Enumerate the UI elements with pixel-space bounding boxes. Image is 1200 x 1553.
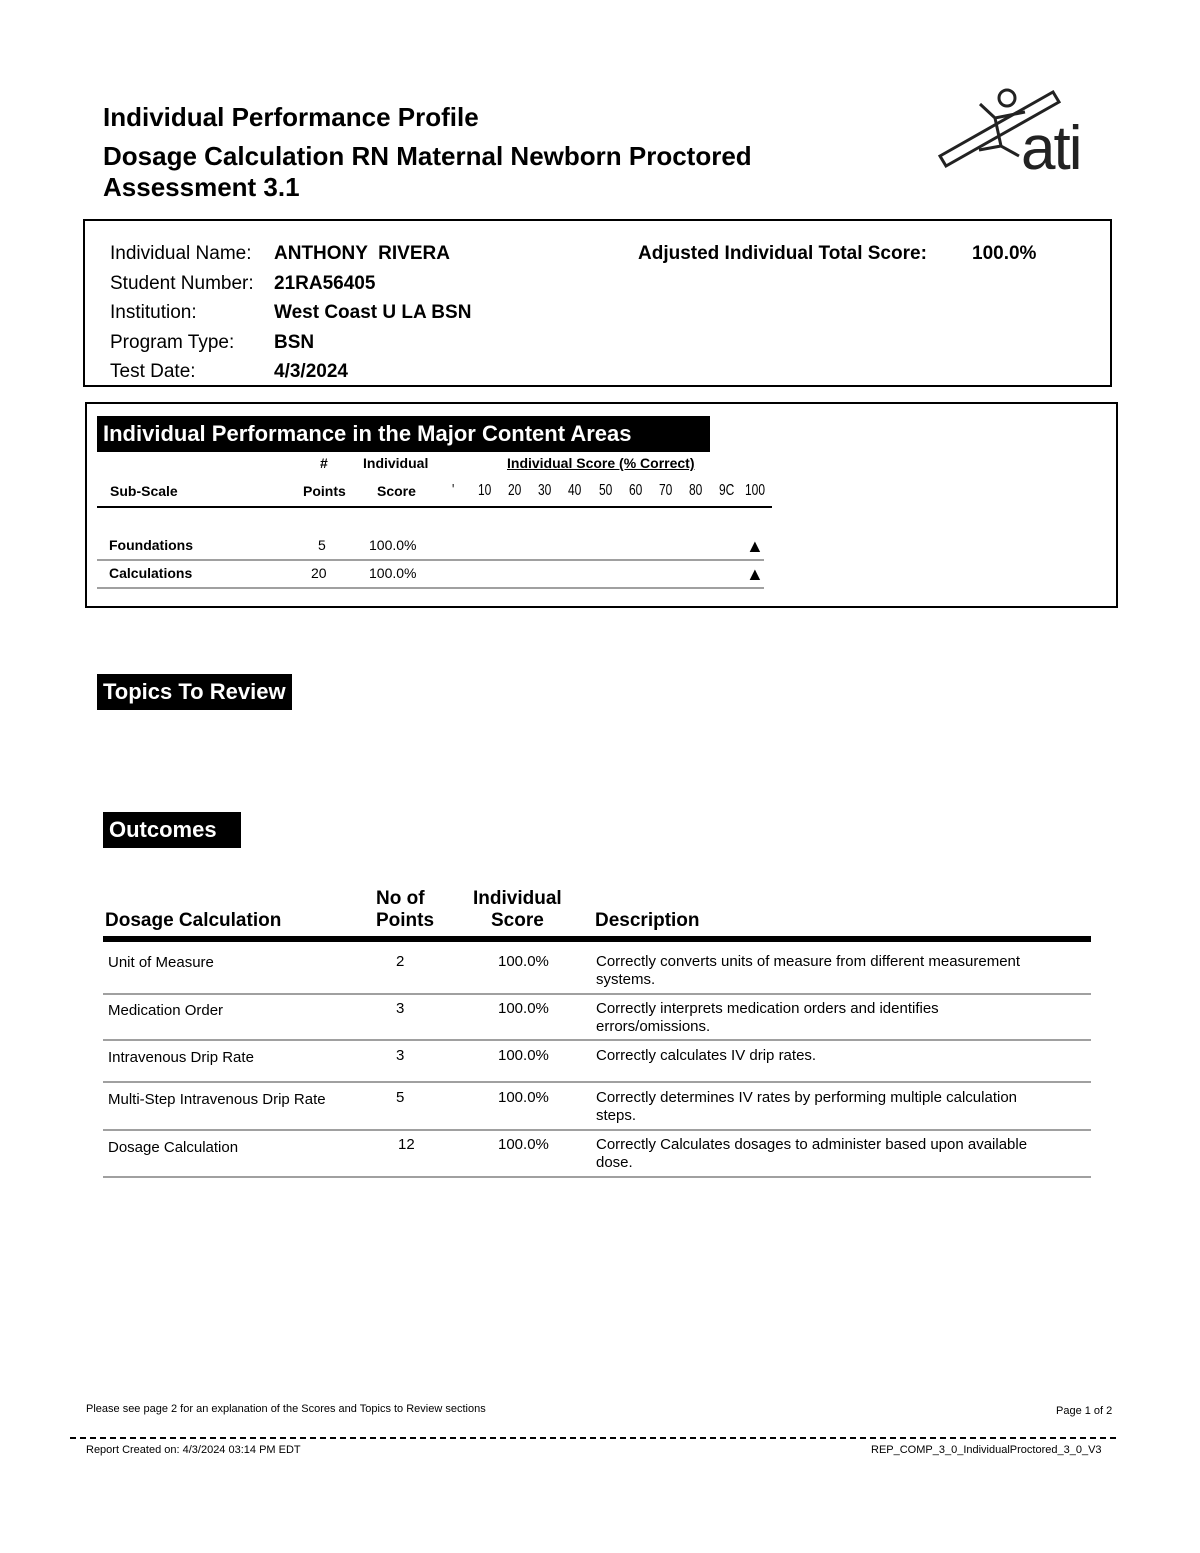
outcomes-header-rule (103, 936, 1091, 942)
footer-note: Please see page 2 for an explanation of the Scores and Topics to Review sections (86, 1403, 486, 1415)
individual-name-value: ANTHONY RIVERA (274, 243, 450, 264)
outcome-row-4-desc-line1: Correctly determines IV rates by performing multiple calculation (596, 1089, 1018, 1106)
outcome-row-5-score: 100.0% (498, 1136, 549, 1153)
topics-to-review-banner: Topics To Review (97, 674, 292, 710)
content-header-rule (97, 506, 772, 508)
outcome-row-1-desc-line1: Correctly converts units of measure from different measurement (596, 953, 1021, 970)
outcome-row-3-divider (103, 1081, 1091, 1083)
outcome-row-2-desc-line1: Correctly interprets medication orders and identifies (596, 1000, 939, 1017)
individual-name-label: Individual Name: (110, 243, 252, 264)
footer-report-created: Report Created on: 4/3/2024 03:14 PM EDT (86, 1444, 301, 1456)
outcome-row-1-score: 100.0% (498, 953, 549, 970)
outcomes-col-description: Description (595, 910, 700, 931)
calculations-row-divider (97, 587, 764, 589)
tick-label-50: 50 (598, 482, 612, 499)
test-date-label: Test Date: (110, 361, 196, 382)
foundations-name: Foundations (109, 537, 193, 553)
outcome-row-3-points: 3 (396, 1047, 405, 1064)
outcome-row-1-name: Unit of Measure (108, 954, 214, 971)
ati-logo-text: ati (1021, 114, 1081, 183)
test-date-value: 4/3/2024 (274, 361, 348, 382)
outcome-row-4-score: 100.0% (498, 1089, 549, 1106)
outcome-row-5-name: Dosage Calculation (108, 1139, 239, 1156)
outcomes-col-score-line1: Individual (473, 888, 562, 909)
calculations-score-marker: ▲ (746, 564, 764, 584)
assessment-title-line2: Assessment 3.1 (103, 172, 300, 202)
outcomes-col-points-line1: No of (376, 888, 425, 909)
outcome-row-4-desc-line2: steps. (596, 1107, 637, 1124)
total-score-label: Adjusted Individual Total Score: (638, 243, 927, 264)
outcome-row-3-score: 100.0% (498, 1047, 549, 1064)
footer-dashed-divider (70, 1437, 1116, 1439)
student-number-value: 21RA56405 (274, 273, 376, 294)
outcome-row-3-name: Intravenous Drip Rate (108, 1049, 254, 1066)
outcome-row-2-name: Medication Order (108, 1002, 224, 1019)
tick-label-30: 30 (538, 482, 552, 499)
calculations-points: 20 (311, 565, 327, 581)
col-individual-header: Individual (363, 455, 429, 471)
institution-value: West Coast U LA BSN (274, 302, 472, 323)
tick-label-10: 10 (478, 482, 492, 499)
outcome-row-2-score: 100.0% (498, 1000, 549, 1017)
foundations-row-divider (97, 559, 764, 561)
footer-report-code: REP_COMP_3_0_IndividualProctored_3_0_V3 (871, 1444, 1102, 1456)
outcome-row-3-desc-line1: Correctly calculates IV drip rates. (596, 1047, 817, 1064)
col-score-header: Score (377, 483, 416, 499)
tick-label-40: 40 (568, 482, 582, 499)
assessment-title-line1: Dosage Calculation RN Maternal Newborn Proctored (103, 141, 752, 171)
page-title: Individual Performance Profile (103, 102, 479, 132)
outcomes-col-points-line2: Points (376, 910, 435, 931)
footer-page-number: Page 1 of 2 (1056, 1405, 1113, 1417)
tick-label-70: 70 (658, 482, 673, 499)
outcomes-banner: Outcomes (103, 812, 241, 848)
program-type-value: BSN (274, 332, 315, 353)
outcome-row-2-desc-line2: errors/omissions. (596, 1018, 711, 1035)
outcomes-col-score-line2: Score (491, 910, 544, 931)
calculations-name: Calculations (109, 565, 193, 581)
tick-label-60: 60 (628, 482, 642, 499)
outcomes-col-category: Dosage Calculation (105, 910, 282, 931)
outcome-row-2-divider (103, 1039, 1091, 1041)
outcome-row-1-divider (103, 993, 1091, 995)
col-subscale-header: Sub-Scale (110, 483, 178, 499)
outcome-row-4-points: 5 (396, 1089, 405, 1106)
tick-label-100: 100 (744, 482, 765, 499)
tick-label-zero: ' (452, 482, 455, 499)
outcome-row-5-points: 12 (398, 1136, 415, 1153)
total-score-value: 100.0% (972, 243, 1037, 264)
outcome-row-1-points: 2 (396, 953, 405, 970)
student-number-label: Student Number: (110, 273, 254, 294)
col-points-header: Points (303, 483, 346, 499)
col-hash-header: # (320, 455, 328, 471)
outcome-row-1-desc-line2: systems. (596, 971, 656, 988)
ati-logo (935, 84, 1105, 184)
program-type-label: Program Type: (110, 332, 235, 353)
outcome-row-5-desc-line2: dose. (596, 1154, 633, 1171)
tick-label-80: 80 (688, 482, 703, 499)
outcome-row-4-divider (103, 1129, 1091, 1131)
tick-label-90: 9C (718, 482, 735, 499)
content-areas-banner: Individual Performance in the Major Content Areas (97, 416, 710, 452)
outcome-row-2-points: 3 (396, 1000, 405, 1017)
institution-label: Institution: (110, 302, 197, 323)
foundations-score-marker: ▲ (746, 536, 764, 556)
outcome-row-5-desc-line1: Correctly Calculates dosages to administer based upon available (596, 1136, 1028, 1153)
tick-label-20: 20 (508, 482, 522, 499)
foundations-score: 100.0% (369, 537, 417, 553)
calculations-score: 100.0% (369, 565, 417, 581)
outcome-row-5-divider (103, 1176, 1091, 1178)
foundations-points: 5 (318, 537, 326, 553)
col-score-range-header: Individual Score (% Correct) (507, 455, 695, 471)
outcome-row-4-name: Multi-Step Intravenous Drip Rate (108, 1091, 326, 1108)
